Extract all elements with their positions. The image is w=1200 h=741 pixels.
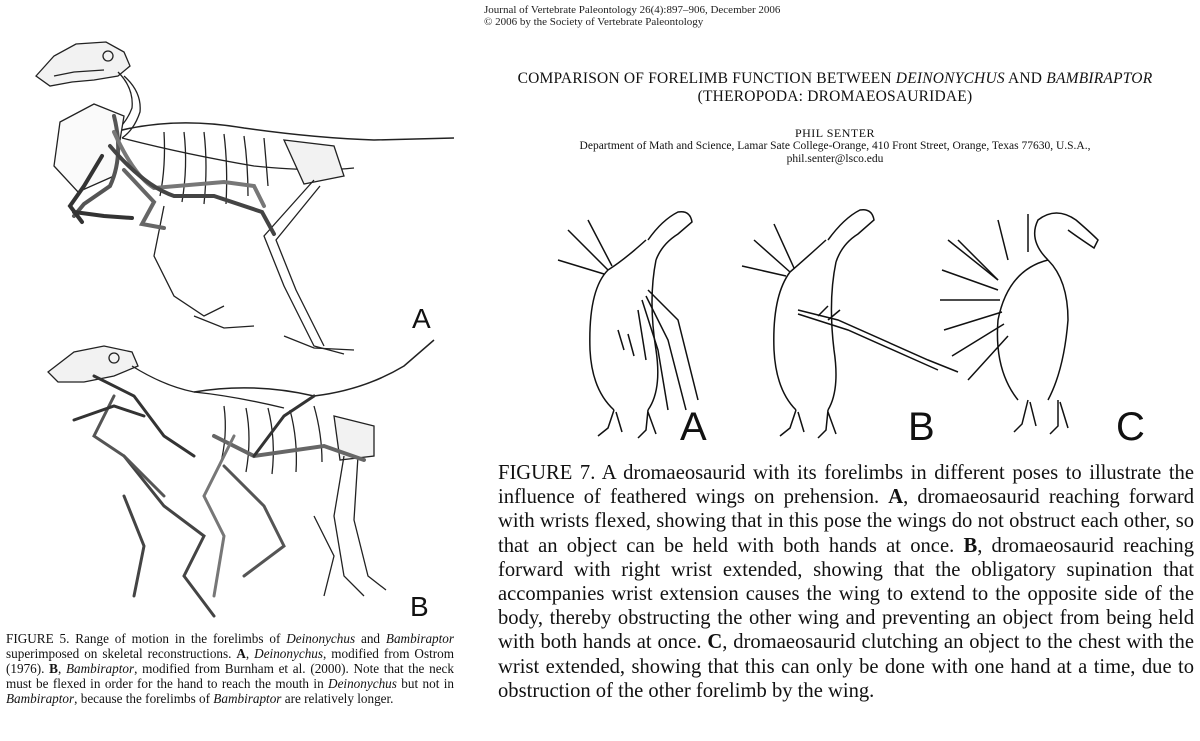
figure-7-caption-label: FIGURE 7. [498, 462, 596, 484]
journal-citation: Journal of Vertebrate Paleontology 26(4):897–906, December 2006 [484, 4, 781, 16]
title-and: AND [1004, 70, 1047, 87]
title-taxon-bambiraptor: BAMBIRAPTOR [1046, 70, 1153, 87]
caption-text: , dromaeosaurid clutching an object to the chest with the wrist extended, showing that this can only be done with one hand at a time, due to obstruction of the other forelimb by the wing. [498, 631, 1194, 702]
copyright-line: © 2006 by the Society of Vertebrate Paleontology [484, 16, 704, 28]
dromaeosaurid-pose-a [558, 212, 698, 438]
caption-text: , modified from Ostrom (1976). [6, 646, 454, 676]
caption-text: A dromaeosaurid with its forelimbs in different poses to illustrate the influence of feathered wings on prehension. [498, 462, 1194, 509]
affiliation-text: Department of Math and Science, Lamar Sate College-Orange, 410 Front Street, Orange, Texas 77630, U.S.A., [579, 140, 1091, 152]
figure-7-panel-b-label: B [908, 405, 935, 448]
caption-panel-ref: A [236, 646, 246, 661]
dromaeosaurid-pose-b [742, 210, 958, 438]
caption-text: are relatively longer. [281, 691, 394, 706]
bambiraptor-skeleton [48, 340, 434, 596]
caption-text: , because the forelimbs of [74, 691, 214, 706]
caption-panel-ref: B [49, 661, 58, 676]
deinonychus-skeleton [36, 42, 454, 354]
dromaeosaurid-pose-c [940, 213, 1098, 434]
taxon-name: Bambiraptor [213, 691, 282, 706]
author-name: PHIL SENTER [794, 126, 876, 140]
taxon-name: Deinonychus [286, 631, 356, 646]
title-line-2: (THEROPODA: DROMAEOSAURIDAE) [697, 88, 973, 105]
caption-text: but not in [396, 676, 455, 691]
figure-5-illustration [14, 36, 454, 626]
journal-header [484, 4, 780, 28]
figure-5-caption-label: FIGURE 5. [6, 631, 70, 646]
figure-7-illustration [528, 200, 1200, 448]
caption-text: , dromaeosaurid reaching forward with right wrist extended, showing that the obligatory supination that accompanies wrist extension causes the wing to extend to the opposite side of the body, thereby obstructing the other wing and preventing an object from being held with both hands at once. [498, 534, 1194, 654]
figure-7-caption [498, 461, 1194, 703]
caption-text: Range of motion in the forelimbs of [69, 631, 287, 646]
caption-text: , [57, 661, 66, 676]
caption-text: , dromaeosaurid reaching forward with wrists flexed, showing that in this pose the wings do not obstruct each other, so that an object can be held with both hands at once. [498, 486, 1194, 557]
taxon-name: Bambiraptor [65, 661, 135, 676]
taxon-name: Deinonychus [254, 646, 324, 661]
taxon-name: Bambiraptor [385, 631, 455, 646]
caption-text: , modified from Burnham et al. (2000). Note that the neck must be flexed in order for the hand to reach the mouth in [6, 661, 455, 691]
taxon-name: Deinonychus [328, 676, 397, 691]
bambiraptor-forelimb-range [74, 376, 364, 616]
caption-panel-ref: B [963, 534, 978, 557]
figure-5-panel-a-label: A [412, 303, 431, 334]
taxon-name: Bambiraptor [6, 691, 75, 706]
caption-text: and [355, 631, 386, 646]
author-affiliation [470, 140, 1200, 166]
figure-7-panel-c-label: C [1116, 405, 1145, 448]
caption-text: superimposed on skeletal reconstructions. [6, 646, 237, 661]
figure-5-panel-b-label: B [410, 591, 429, 622]
figure-7-panel-a-label: A [680, 405, 707, 448]
article-title [470, 70, 1200, 106]
caption-text: , [245, 646, 255, 661]
title-prefix: COMPARISON OF FORELIMB FUNCTION BETWEEN [517, 70, 896, 87]
title-taxon-deinonychus: DEINONYCHUS [895, 70, 1005, 87]
caption-panel-ref: C [707, 631, 723, 654]
figure-5-caption [6, 631, 454, 706]
author-email: phil.senter@lsco.edu [786, 153, 884, 165]
caption-panel-ref: A [888, 486, 904, 509]
